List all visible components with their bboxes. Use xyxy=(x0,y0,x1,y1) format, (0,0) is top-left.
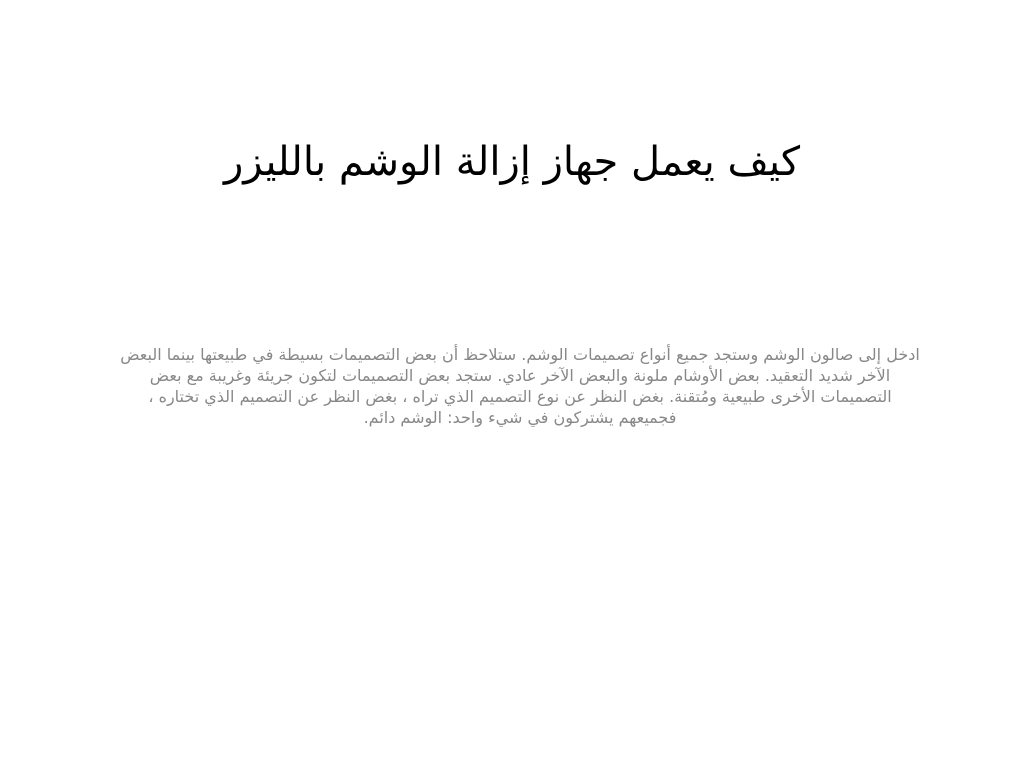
slide-body-text: ادخل إلى صالون الوشم وستجد جميع أنواع تصميمات الوشم. ستلاحظ أن بعض التصميمات بسيطة في طبيعتها بينما البعض الآخر شديد التعقيد. بعض الأوشام ملونة والبعض الآخر عادي. ستجد بعض التصميمات لتكون جريئة وغريبة مع بعض التصميمات الأخرى طبيعية ومُتقنة. بغض النظر عن نوع التصميم الذي تراه ، بغض النظر عن التصميم الذي تختاره ، فجميعهم يشتركون في شيء واحد: الوشم دائم. xyxy=(120,345,920,427)
slide-title: كيف يعمل جهاز إزالة الوشم بالليزر xyxy=(223,139,801,185)
